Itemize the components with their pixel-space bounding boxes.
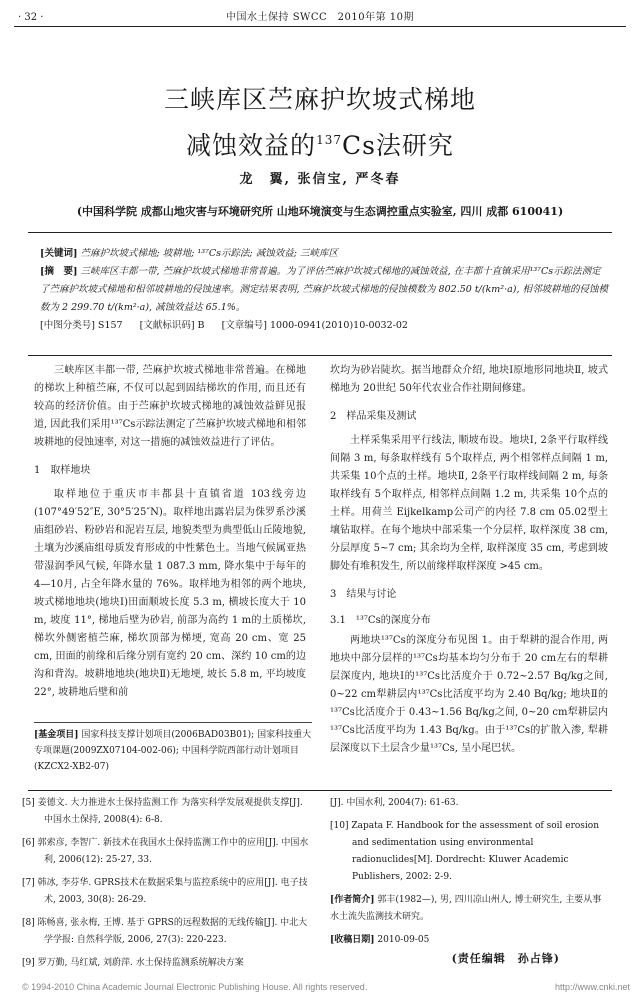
reference-item: [9] 罗万勤, 马红斌, 刘蔚萍. 水土保持监测系统解决方案 [22,958,244,968]
reference-item: [8] 陈畅喜, 张永梅, 王博. 基于 GPRS的远程数据的无线传输[J]. 中北大学学报: 自然科学版, 2006, 27(3): 220-223. [22,918,308,945]
funding-text: 国家科技支撑计划项目(2006BAD03B01); 国家科技重大专项课题(2009ZX07104-002-06); 中国科学院西部行动计划项目(KZCX2-XB2-07) [34,730,312,772]
funding-note [34,722,312,775]
author-bio [330,892,610,926]
funding-label: [基金项目] [34,730,79,740]
clc-number: [中图分类号] S157 [40,320,123,331]
title-line-1: 三峡库区苎麻护坎坡式梯地 [163,85,476,114]
abstract-block [40,245,610,335]
received-date [330,932,610,949]
abstract-label: [摘 要] [40,266,78,277]
responsible-editor: (责任编辑 孙占锋) [451,952,560,965]
keywords [40,245,610,263]
keywords-text: 苎麻护坎坡式梯地; 坡耕地; ¹³⁷Cs示踪法; 减蚀效益; 三峡库区 [80,248,338,259]
reference-item: [J]. 中国水利, 2004(7): 61-63. [330,798,459,808]
title-line-2-pre: 减蚀效益的 [186,131,317,160]
reference-item: [7] 韩冰, 李芬华. GPRS技术在数据采集与监控系统中的应用[J]. 电子技术, 2003, 30(8): 26-29. [22,878,308,905]
section-1-heading: 1 取样地块 [34,465,91,476]
section-2-paragraph: 土样采集采用平行线法, 顺坡布设。地块Ⅰ, 2条平行取样线间隔 3 m, 每条取样线有 5个取样点, 两个相邻样点间隔 1 m, 共采集 10个点的土样。地块Ⅱ, 2条平行取样线间隔 2 m, 每条取样线有 5个取样点, 相邻样点间隔 1.2 m, 共采集 10个点的土样。用荷兰 Eijkelkamp公司产的内径 7.8 cm 05.02型土壤钻取样。在每个地块中部采集一个分层样, 取样深度 38 cm, 分层厚度 5~7 cm; 其余均为全样, 取样深度 35 cm, 考虑到坡脚处有堆积发生, 所以前缘样取样深度 >45 cm。 [330,435,608,572]
classification-line [40,317,610,335]
bio-label: [作者简介] [330,895,375,905]
authors: 龙 翼, 张信宝, 严冬春 [239,172,401,187]
section-3-1-paragraph: 两地块¹³⁷Cs的深度分布见图 1。由于犁耕的混合作用, 两地块中部分层样的¹³⁷Cs均基本均匀分布于 20 cm左右的犁耕层深度内, 地块Ⅰ的¹³⁷Cs比活度介于 0.72~2.57 Bq/kg之间, 0~22 cm犁耕层内¹³⁷Cs比活度平均为 2.40 Bq/kg; 地块Ⅱ的¹³⁷Cs比活度介于 0.43~1.56 Bq/kg之间, 0~20 cm犁耕层内¹³⁷Cs比活度平均为 1.43 Bq/kg。由于¹³⁷Cs的扩散入渗, 犁耕层深度以下土层含少量¹³⁷Cs, 呈小尾巴状。 [330,635,608,754]
article-number: [文章编号] 1000-0941(2010)10-0032-02 [221,320,408,331]
header-rule [14,26,626,27]
divider [28,355,612,356]
page-footer [22,982,630,992]
reference-item: [10] Zapata F. Handbook for the assessment of soil erosion and sedimentation using environmental radionuclides[M]. Dordrecht: Kluwer Academic Publishers, 2002: 2-9. [330,821,600,882]
document-code: [文献标识码] B [139,320,205,331]
abstract [40,263,610,317]
page-number: · 32 · [18,12,44,23]
reference-item: [5] 姜德文. 大力推进水土保持监测工作 为落实科学发展观提供支撑[J]. 中国水土保持, 2008(4): 6-8. [22,798,303,825]
references-left [22,795,312,978]
bio-text: 郭丰(1982—), 男, 四川凉山州人, 博士研究生, 主要从事水土流失监测技术研究。 [330,895,602,922]
reference-item: [6] 郭索彦, 李智广. 新技术在我国水土保持监测工作中的应用[J]. 中国水利, 2006(12): 25-27, 33. [22,838,309,865]
title-line-2-post: Cs法研究 [341,131,454,160]
copyright-notice: © 1994-2010 China Academic Journal Electronic Publishing House. All rights reserved. [22,982,368,992]
journal-name: 中国水土保持 SWCC 2010年第 10期 [226,12,414,23]
title-superscript: 137 [316,133,342,147]
title-line-2 [0,120,640,166]
references-right [330,795,610,949]
running-header [18,8,622,23]
cnki-link[interactable]: http://www.cnki.net [554,982,630,992]
received-label: [收稿日期] [330,935,375,945]
section-1-paragraph: 取样地位于重庆市丰都县十直镇省道 103线旁边(107°49′52″E, 30°5′25″N)。取样地出露岩层为侏罗系沙溪庙组砂岩、粉砂岩和泥岩互层, 地貌类型为典型低山丘陵地貌, 土壤为沙溪庙组母质发育形成的中性紫色土。当地气候属亚热带湿润季风气候, 年降水量 1 087.3 mm, 降水集中于每年的 4—10月, 占全年降水量的 76%。取样地为相邻的两个地块, 坡式梯地地块(地块Ⅰ)田面顺坡长度 5.3 m, 横坡长度大于 10 m, 坡度 11°, 梯地后壁为砂岩, 前部为高约 1 m的土质梯坎, 梯坎外侧密植苎麻, 梯坎顶部为梯埂, 宽高 20 cm、宽 25 cm, 田面的前缘和后缘分别有宽约 20 cm、深约 10 cm的边沟和背沟。坡耕地地块(地块Ⅱ)无地埂, 坡长 5.8 m, 平均坡度 22°, 坡耕地后壁和前 [34,489,306,698]
section-2-heading: 2 样品采集及测试 [330,411,417,422]
body-left-column [34,362,306,702]
keywords-label: [关键词] [40,248,78,259]
intro-paragraph: 三峡库区丰都一带, 苎麻护坎坡式梯地非常普遍。在梯地的梯坎上种植苎麻, 不仅可以起到固结梯坎的作用, 而且还有较高的经济价值。由于苎麻护坎坡式梯地的减蚀效益鲜见报道, 因此我们采用¹³⁷Cs示踪法测定了苎麻护坎坡式梯地和相邻坡耕地的侵蚀速率, 对这一措施的减蚀效益进行了评估。 [34,365,306,448]
section-3-heading: 3 结果与讨论 [330,589,397,600]
divider [28,790,612,791]
divider [28,232,612,233]
abstract-text: 三峡库区丰都一带, 苎麻护坎坡式梯地非常普遍。为了评估苎麻护坎坡式梯地的减蚀效益, 在丰都十直镇采用¹³⁷Cs示踪法测定了苎麻护坎坡式梯地和相邻坡耕地的侵蚀速率。测定结果表明, 苎麻护坎坡式梯地的侵蚀模数为 802.50 t/(km²·a), 相邻坡耕地的侵蚀模数为 2 299.70 t/(km²·a), 减蚀效益达 65.1%。 [40,266,609,313]
affiliation: (中国科学院 成都山地灾害与环境研究所 山地环境演变与生态调控重点实验室, 四川 成都 610041) [76,205,564,218]
continued-paragraph: 坎均为砂岩陡坎。据当地群众介绍, 地块Ⅰ原地形同地块Ⅱ, 坡式梯地为 20世纪 50年代农业合作社期间修建。 [330,365,608,394]
received-value: 2010-09-05 [377,935,430,945]
body-right-column [330,362,608,758]
section-3-1-heading: 3.1 ¹³⁷Cs的深度分布 [330,615,431,626]
article-title [0,80,640,166]
